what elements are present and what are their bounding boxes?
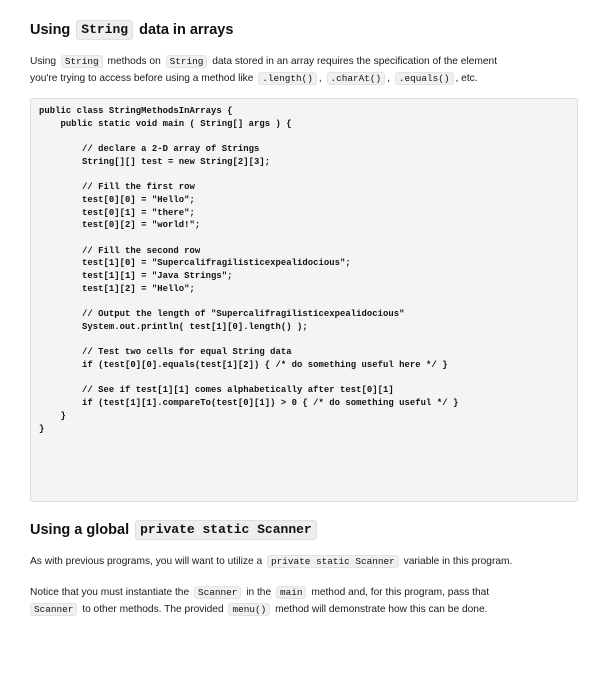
code-line: // declare a 2-D array of Strings bbox=[39, 144, 260, 155]
inline-code: private static Scanner bbox=[267, 555, 399, 568]
scanner-paragraph-1 bbox=[30, 553, 512, 570]
section-heading-string-arrays bbox=[30, 20, 233, 40]
inline-code: .length() bbox=[258, 72, 317, 85]
inline-code: String bbox=[61, 55, 103, 68]
code-line: test[0][2] = "world!"; bbox=[39, 220, 201, 231]
code-line bbox=[39, 130, 458, 143]
text: Notice that you must instantiate the bbox=[30, 587, 190, 598]
code-line: test[1][1] = "Java Strings"; bbox=[39, 271, 233, 282]
code-line: // Test two cells for equal String data bbox=[39, 347, 292, 358]
text: data stored in an array requires the specification of the element bbox=[212, 56, 498, 67]
text: , bbox=[318, 73, 322, 84]
code-line: String[][] test = new String[2][3]; bbox=[39, 156, 271, 167]
text: , bbox=[387, 73, 391, 84]
code-line: public static void main ( String[] args ) { bbox=[39, 118, 292, 129]
heading-text: data in arrays bbox=[139, 22, 234, 38]
code-line: // Fill the first row bbox=[39, 182, 195, 193]
code-listing bbox=[39, 105, 458, 435]
code-line bbox=[39, 334, 458, 347]
text: method and, for this program, pass that bbox=[311, 587, 490, 598]
inline-code: String bbox=[166, 55, 208, 68]
code-line bbox=[39, 296, 458, 309]
heading-text: Using bbox=[30, 22, 71, 38]
code-line: if (test[1][1].compareTo(test[0][1]) > 0 { /* do something useful */ } bbox=[39, 398, 459, 409]
scanner-paragraph-2-line-1 bbox=[30, 584, 489, 601]
inline-code: Scanner bbox=[30, 603, 77, 616]
code-line: // Fill the second row bbox=[39, 245, 201, 256]
code-line: public class StringMethodsInArrays { bbox=[39, 106, 233, 116]
inline-code: .equals() bbox=[395, 72, 454, 85]
inline-code: main bbox=[276, 586, 307, 599]
inline-code: .charAt() bbox=[327, 72, 386, 85]
code-line: // Output the length of "Supercalifragilisticexpealidocious" bbox=[39, 309, 405, 320]
code-line: test[0][0] = "Hello"; bbox=[39, 194, 195, 205]
heading-code: private static Scanner bbox=[135, 520, 317, 540]
code-line bbox=[39, 372, 458, 385]
text: variable in this program. bbox=[403, 556, 513, 567]
code-line: System.out.println( test[1][0].length() ); bbox=[39, 321, 308, 332]
inline-code: Scanner bbox=[194, 586, 241, 599]
inline-code: menu() bbox=[228, 603, 270, 616]
code-line: test[1][0] = "Supercalifragilisticexpealidocious"; bbox=[39, 258, 351, 269]
text: in the bbox=[246, 587, 272, 598]
code-line: // See if test[1][1] comes alphabetically after test[0][1] bbox=[39, 385, 394, 396]
text: to other methods. The provided bbox=[82, 604, 224, 615]
text: you're trying to access before using a method like bbox=[30, 73, 254, 84]
code-block bbox=[30, 98, 578, 502]
intro-paragraph-line-2 bbox=[30, 70, 478, 87]
heading-text: Using a global bbox=[30, 522, 130, 538]
text: , etc. bbox=[455, 73, 478, 84]
code-line: test[0][1] = "there"; bbox=[39, 207, 195, 218]
code-line bbox=[39, 169, 458, 182]
text: Using bbox=[30, 56, 57, 67]
code-line: if (test[0][0].equals(test[1][2]) { /* do something useful here */ } bbox=[39, 360, 448, 371]
scanner-paragraph-2-line-2 bbox=[30, 601, 487, 618]
code-line: } bbox=[39, 410, 66, 421]
intro-paragraph-line-1 bbox=[30, 53, 497, 70]
text: methods on bbox=[107, 56, 161, 67]
text: As with previous programs, you will want to utilize a bbox=[30, 556, 263, 567]
section-heading-scanner bbox=[30, 520, 317, 540]
code-line: test[1][2] = "Hello"; bbox=[39, 283, 195, 294]
code-line bbox=[39, 232, 458, 245]
heading-code: String bbox=[76, 20, 133, 40]
code-line: } bbox=[39, 423, 45, 434]
text: method will demonstrate how this can be done. bbox=[275, 604, 488, 615]
